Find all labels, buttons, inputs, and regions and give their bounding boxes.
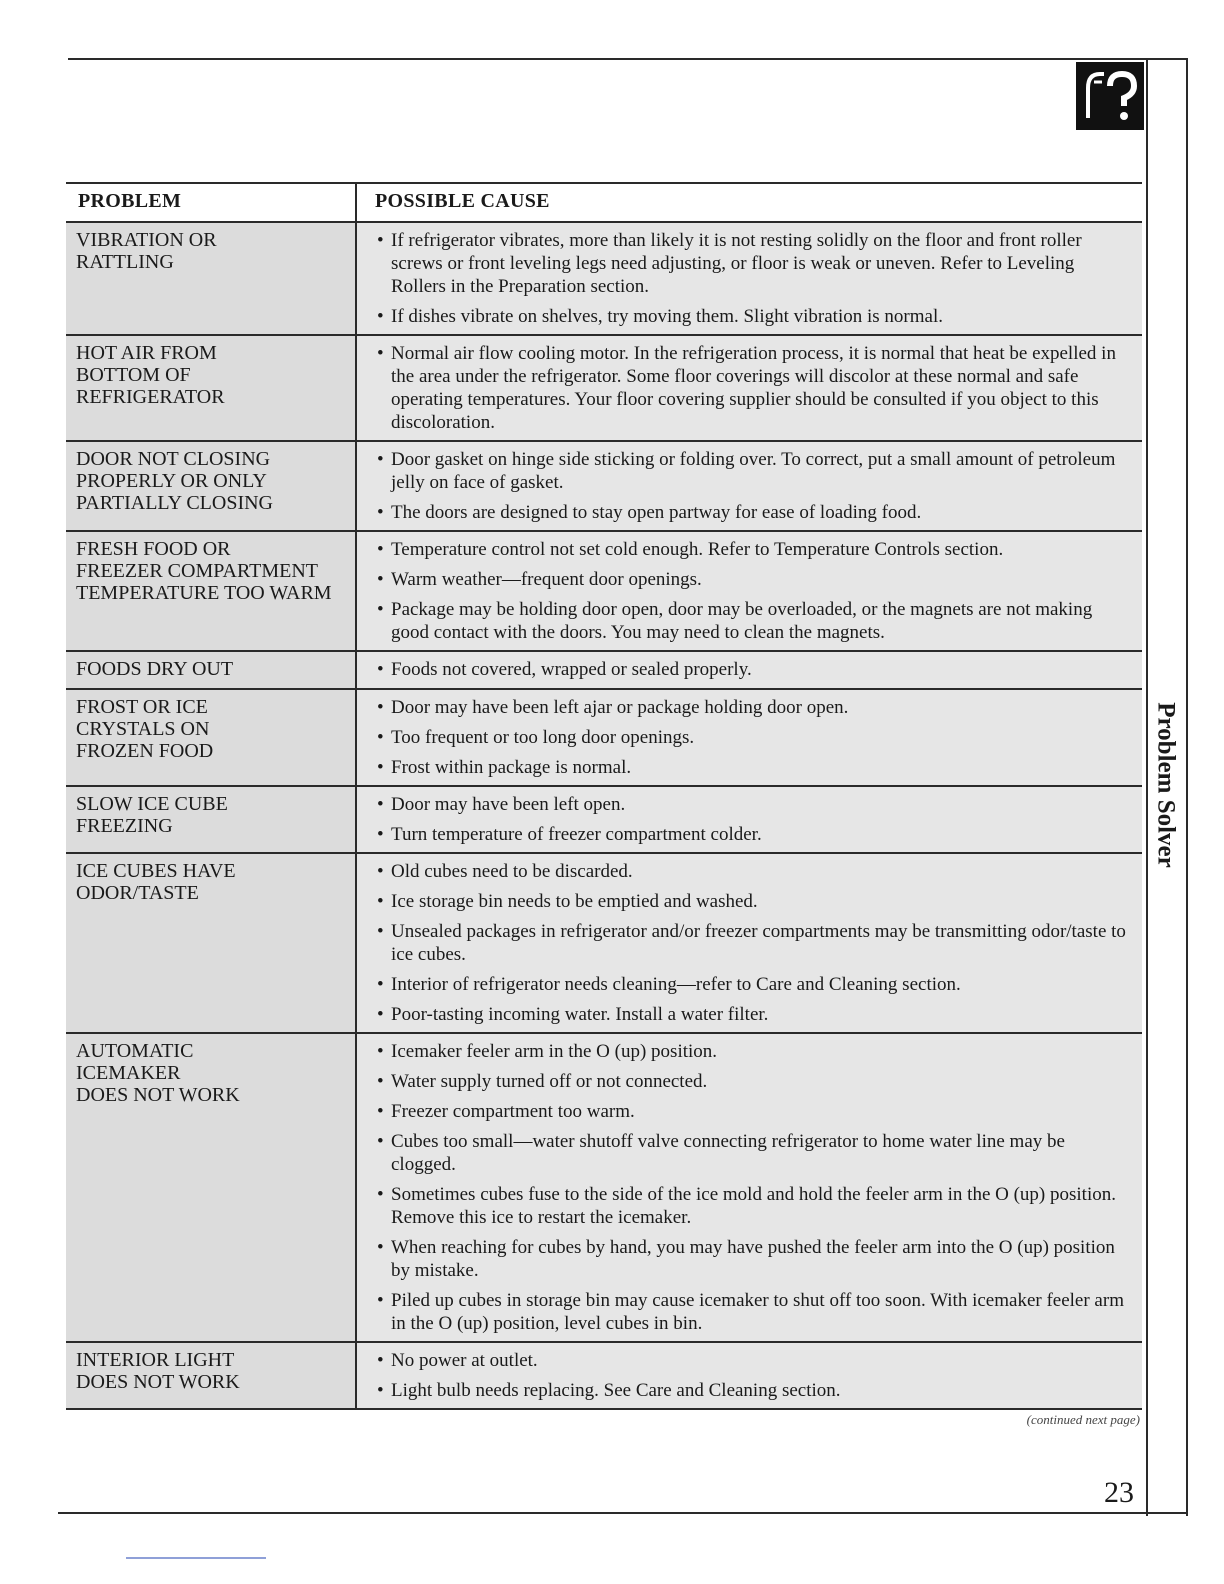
- problem-cell: HOT AIR FROM BOTTOM OF REFRIGERATOR: [66, 335, 356, 441]
- bottom-rule: [58, 1512, 1188, 1514]
- footer-mark: [126, 1557, 266, 1559]
- table-row: [66, 531, 1142, 651]
- column-header-problem: PROBLEM: [66, 183, 356, 222]
- cause-item: • Foods not covered, wrapped or sealed properly.: [375, 658, 1126, 681]
- top-rule: [68, 58, 1188, 60]
- cause-cell: [356, 651, 1142, 689]
- cause-cell: [356, 853, 1142, 1033]
- cause-item: • Too frequent or too long door openings.: [375, 726, 1126, 749]
- problem-cell: INTERIOR LIGHT DOES NOT WORK: [66, 1342, 356, 1409]
- cause-item: • Old cubes need to be discarded.: [375, 860, 1126, 883]
- table-row: [66, 441, 1142, 531]
- cause-item: • Door may have been left ajar or package holding door open.: [375, 696, 1126, 719]
- problem-solver-table: [66, 182, 1142, 1410]
- problem-cell: ICE CUBES HAVE ODOR/TASTE: [66, 853, 356, 1033]
- cause-item: • Cubes too small—water shutoff valve connecting refrigerator to home water line may be clogged.: [375, 1130, 1126, 1176]
- problem-cell: DOOR NOT CLOSING PROPERLY OR ONLY PARTIALLY CLOSING: [66, 441, 356, 531]
- cause-item: • The doors are designed to stay open partway for ease of loading food.: [375, 501, 1126, 524]
- cause-item: • Turn temperature of freezer compartment colder.: [375, 823, 1126, 846]
- right-rule: [1186, 60, 1188, 1516]
- table-row: [66, 853, 1142, 1033]
- cause-item: • Door may have been left open.: [375, 793, 1126, 816]
- side-tab: [1148, 620, 1184, 950]
- cause-item: • Water supply turned off or not connected.: [375, 1070, 1126, 1093]
- page-number: 23: [1104, 1476, 1134, 1509]
- cause-cell: [356, 1033, 1142, 1342]
- table-row: [66, 1342, 1142, 1409]
- cause-item: • Ice storage bin needs to be emptied and washed.: [375, 890, 1126, 913]
- cause-cell: [356, 786, 1142, 853]
- problem-cell: SLOW ICE CUBE FREEZING: [66, 786, 356, 853]
- table-row: [66, 1033, 1142, 1342]
- cause-item: • Light bulb needs replacing. See Care and Cleaning section.: [375, 1379, 1126, 1402]
- cause-item: • Unsealed packages in refrigerator and/or freezer compartments may be transmitting odor/taste to ice cubes.: [375, 920, 1126, 966]
- cause-cell: [356, 441, 1142, 531]
- cause-item: • Piled up cubes in storage bin may cause icemaker to shut off too soon. With icemaker feeler arm in the O (up) position, level cubes in bin.: [375, 1289, 1126, 1335]
- cause-item: • If dishes vibrate on shelves, try moving them. Slight vibration is normal.: [375, 305, 1126, 328]
- problem-cell: FOODS DRY OUT: [66, 651, 356, 689]
- cause-item: • Package may be holding door open, door may be overloaded, or the magnets are not making good contact with the doors. You may need to clean the magnets.: [375, 598, 1126, 644]
- cause-item: • If refrigerator vibrates, more than likely it is not resting solidly on the floor and front roller screws or front leveling legs need adjusting, or floor is weak or uneven. Refer to Leveling Rollers in the Preparation section.: [375, 229, 1126, 298]
- problem-cell: FROST OR ICE CRYSTALS ON FROZEN FOOD: [66, 689, 356, 786]
- problem-cell: FRESH FOOD OR FREEZER COMPARTMENT TEMPERATURE TOO WARM: [66, 531, 356, 651]
- table-row: [66, 335, 1142, 441]
- cause-item: • Icemaker feeler arm in the O (up) position.: [375, 1040, 1126, 1063]
- cause-item: • Sometimes cubes fuse to the side of the ice mold and hold the feeler arm in the O (up) position. Remove this ice to restart the icemaker.: [375, 1183, 1126, 1229]
- cause-cell: [356, 531, 1142, 651]
- column-header-cause: POSSIBLE CAUSE: [356, 183, 1142, 222]
- cause-cell: [356, 1342, 1142, 1409]
- question-mark-icon: [1076, 62, 1144, 130]
- cause-item: • Door gasket on hinge side sticking or folding over. To correct, put a small amount of petroleum jelly on face of gasket.: [375, 448, 1126, 494]
- cause-cell: [356, 689, 1142, 786]
- continued-note: (continued next page): [1026, 1412, 1140, 1427]
- cause-item: • Interior of refrigerator needs cleaning—refer to Care and Cleaning section.: [375, 973, 1126, 996]
- cause-item: • No power at outlet.: [375, 1349, 1126, 1372]
- table-row: [66, 651, 1142, 689]
- cause-item: • Temperature control not set cold enough. Refer to Temperature Controls section.: [375, 538, 1126, 561]
- cause-item: • Poor-tasting incoming water. Install a water filter.: [375, 1003, 1126, 1026]
- table-row: [66, 222, 1142, 335]
- side-tab-label: Problem Solver: [1153, 702, 1181, 868]
- table-row: [66, 786, 1142, 853]
- table-row: [66, 689, 1142, 786]
- cause-item: • Normal air flow cooling motor. In the refrigeration process, it is normal that heat be expelled in the area under the refrigerator. Some floor coverings will discolor at these normal and safe operating temperatures. Your floor covering supplier should be consulted if you object to this discoloration.: [375, 342, 1126, 434]
- cause-item: • Warm weather—frequent door openings.: [375, 568, 1126, 591]
- cause-item: • When reaching for cubes by hand, you may have pushed the feeler arm into the O (up) position by mistake.: [375, 1236, 1126, 1282]
- cause-cell: [356, 222, 1142, 335]
- table-header-row: [66, 183, 1142, 222]
- problem-cell: AUTOMATIC ICEMAKER DOES NOT WORK: [66, 1033, 356, 1342]
- problem-cell: VIBRATION OR RATTLING: [66, 222, 356, 335]
- cause-item: • Frost within package is normal.: [375, 756, 1126, 779]
- cause-item: • Freezer compartment too warm.: [375, 1100, 1126, 1123]
- cause-cell: [356, 335, 1142, 441]
